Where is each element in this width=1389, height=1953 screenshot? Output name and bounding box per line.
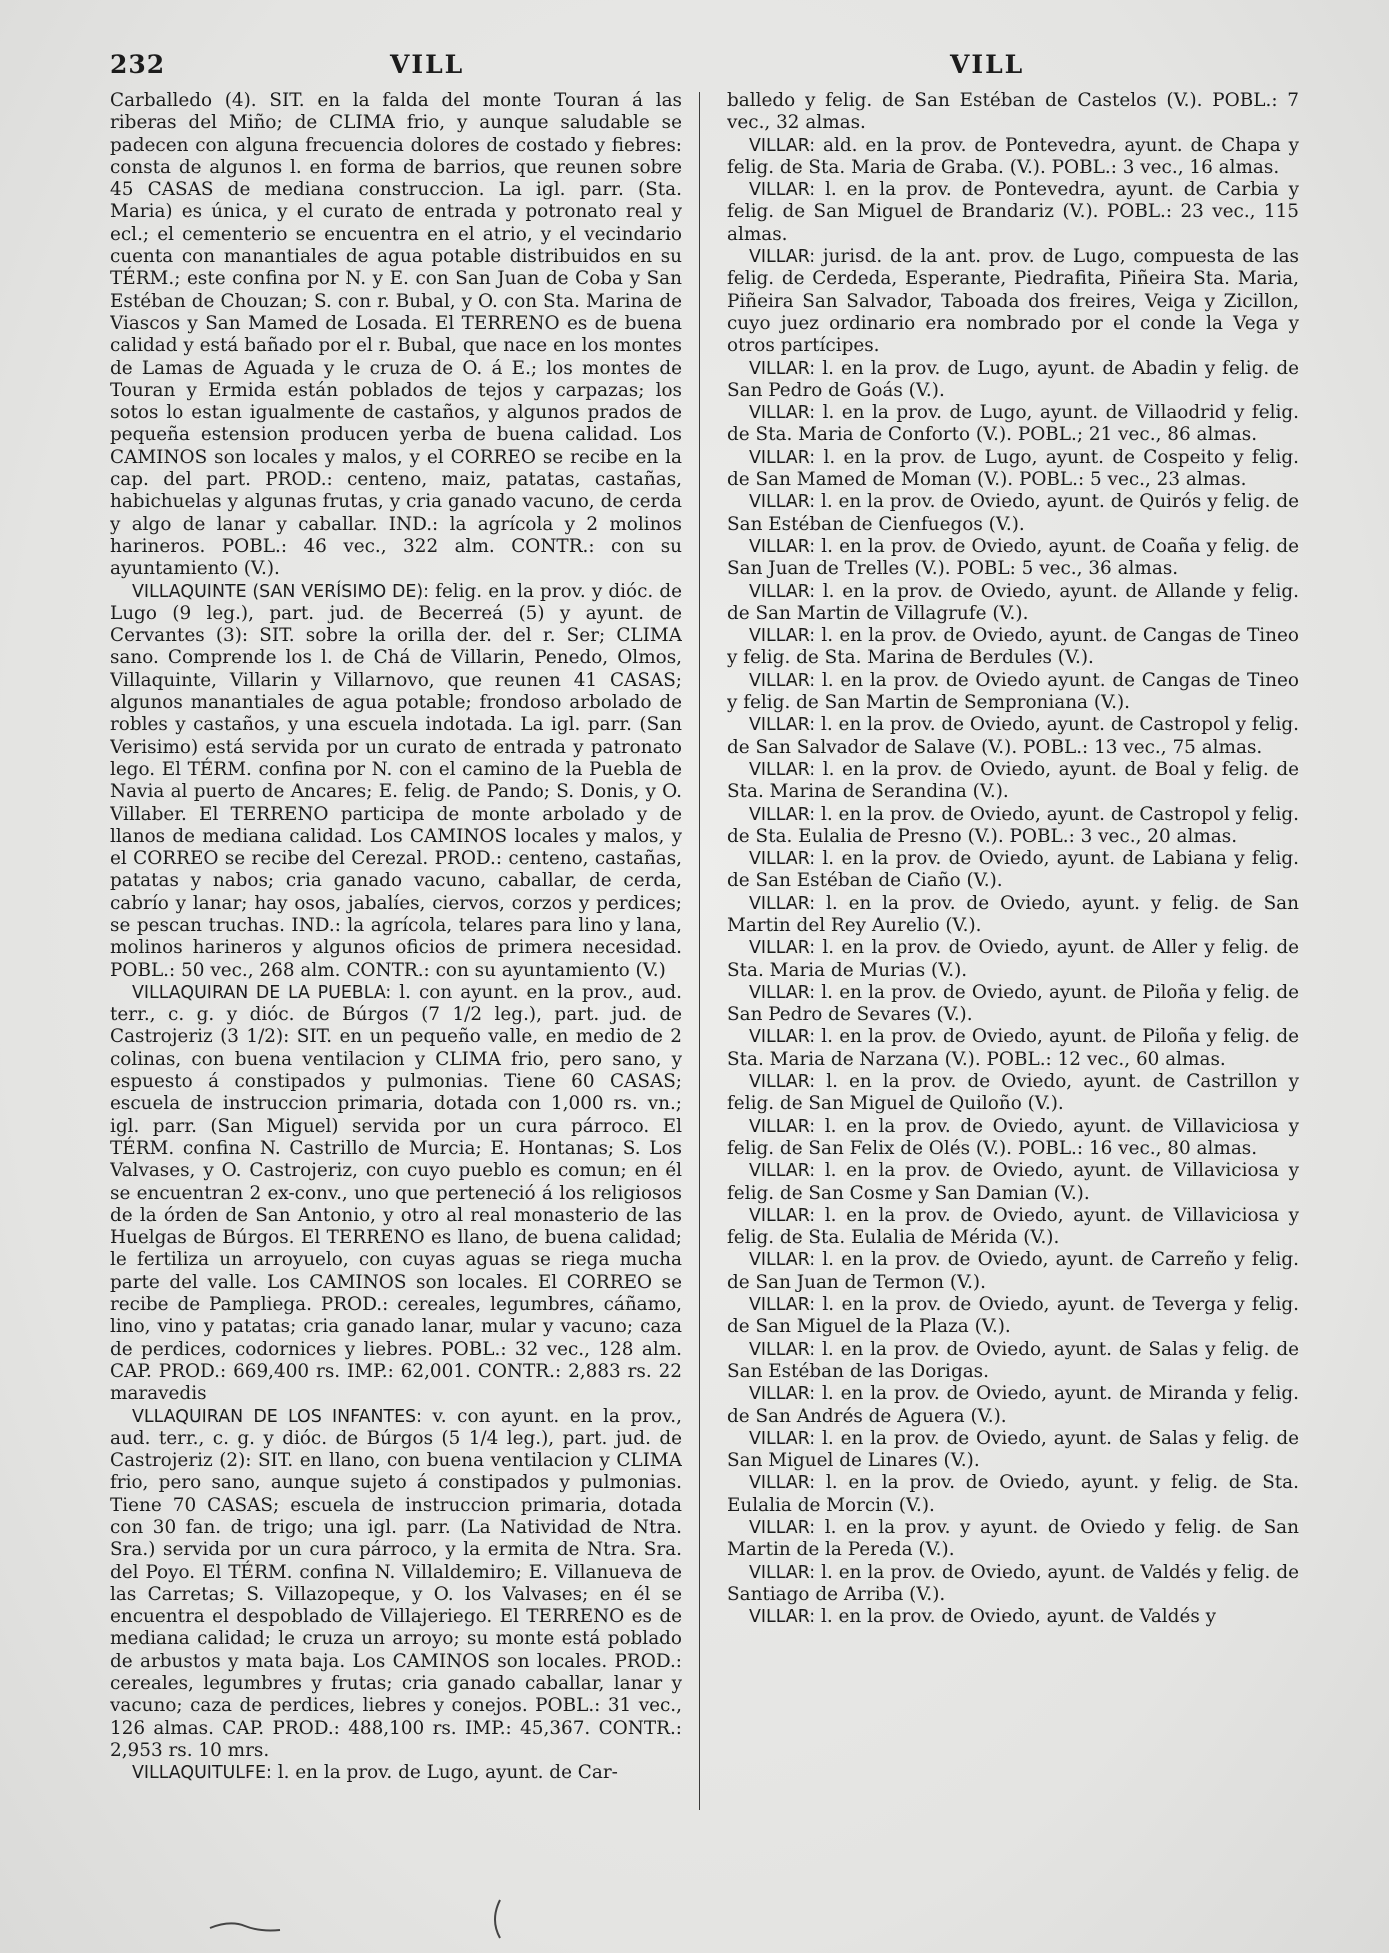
entry-headword: VILLAQUINTE (SAN VERÍSIMO DE): [132, 581, 429, 602]
dictionary-entry [727, 937, 1299, 982]
entry-headword: VILLAR: [749, 247, 816, 268]
column-divider [699, 92, 700, 1810]
dictionary-entry [110, 90, 682, 581]
dictionary-entry [727, 358, 1299, 403]
dictionary-entry [727, 1294, 1299, 1339]
dictionary-entry [727, 90, 1299, 135]
entry-headword: VILLAR: [749, 893, 816, 914]
entry-text: l. en la prov. de Oviedo, ayunt. de Valdés y felig. de Santiago de Arriba (V.). [727, 1561, 1299, 1605]
entry-text: felig. en la prov. y dióc. de Lugo (9 leg.), part. jud. de Becerreá (5) y ayunt. de Cervantes (3): SIT. sobre la orilla der. del r. Ser; CLIMA sano. Comprende los l. de Chá de Villarin, Penedo, Olmos, Villaquinte, Villarin y Villarnovo, que reunen 41 CASAS; algunos manantiales de agua potable; frondoso arbolado de robles y castaños, y una escuela indotada. La igl. parr. (San Verisimo) está servida por un curato de entrada y patronato lego. El TÉRM. confina por N. con el camino de la Puebla de Navia al puerto de Ancares; E. felig. de Pando; S. Donis, y O. Villaber. El TERRENO participa de monte arbolado y de llanos de mediana calidad. Los CAMINOS locales y malos, y el CORREO se recibe del Cerezal. PROD.: centeno, castañas, patatas y nabos; cria ganado vacuno, caballar, de cerda, cabrío y lanar; hay osos, jabalíes, ciervos, corzos y perdices; se pescan truchas. IND.: la agrícola, telares para lino y lana, molinos harineros y algunos oficios de primera necesidad. POBL.: 50 vec., 268 alm. CONTR.: con su ayuntamiento (V.) [110, 580, 682, 981]
dictionary-entry [727, 670, 1299, 715]
entry-headword: VILLAR: [749, 759, 816, 780]
entry-text: l. en la prov. de Lugo, ayunt. de Abadin y felig. de San Pedro de Goás (V.). [727, 357, 1299, 401]
entry-headword: VILLAQUITULFE: [132, 1763, 272, 1784]
entry-text: l. en la prov. de Oviedo, ayunt. de Villaviciosa y felig. de San Cosme y San Damian (V.). [727, 1160, 1299, 1204]
left-column [110, 90, 682, 1815]
entry-text: l. en la prov. de Oviedo, ayunt. y felig. de San Martin del Rey Aurelio (V.). [727, 892, 1299, 936]
entry-text: l. en la prov. de Oviedo, ayunt. de Piloña y felig. de Sta. Maria de Narzana (V.). POBL.: 12 vec., 60 almas. [727, 1026, 1299, 1070]
entry-text: l. en la prov. de Oviedo, ayunt. de Allande y felig. de San Martin de Villagrufe (V.). [727, 580, 1299, 624]
running-head-right: VILL [950, 50, 1025, 79]
entry-text: l. en la prov. de Oviedo, ayunt. de Miranda y felig. de San Andrés de Aguera (V.). [727, 1383, 1299, 1427]
dictionary-entry [727, 447, 1299, 492]
dictionary-entry [727, 1026, 1299, 1071]
dictionary-entry [727, 714, 1299, 759]
entry-text: l. en la prov. de Oviedo, ayunt. de Castropol y felig. de Sta. Eulalia de Presno (V.). POBL.: 3 vec., 20 almas. [727, 803, 1299, 847]
entry-text: l. en la prov. de Oviedo, ayunt. de Coaña y felig. de San Juan de Trelles (V.). POBL: 5 vec., 36 almas. [727, 535, 1299, 580]
entry-text: l. en la prov. de Oviedo, ayunt. de Castropol y felig. de San Salvador de Salave (V.). POBL.: 13 vec., 75 almas. [727, 714, 1299, 758]
entry-headword: VILLAR: [749, 1562, 816, 1583]
entry-headword: VILLAR: [749, 581, 816, 602]
page-number: 232 [110, 50, 166, 79]
entry-headword: VILLAR: [749, 1518, 816, 1538]
entry-headword: VILLAR: [749, 715, 816, 736]
entry-text: l. en la prov. de Oviedo ayunt. de Cangas de Tineo y felig. de San Martin de Semproniana (V.). [727, 669, 1299, 714]
entry-text: l. en la prov. de Oviedo, ayunt. de Cangas de Tineo y felig. de Sta. Marina de Berdules (V.). [727, 625, 1299, 669]
dictionary-entry [727, 246, 1299, 357]
dictionary-entry [110, 982, 682, 1406]
dictionary-entry [727, 581, 1299, 626]
entry-text: l. en la prov. de Oviedo, ayunt. de Villaviciosa y felig. de San Felix de Olés (V.). POBL.: 16 vec., 80 almas. [727, 1115, 1299, 1159]
entry-headword: VILLAR: [749, 447, 816, 468]
entry-text: balledo y felig. de San Estéban de Castelos (V.). POBL.: 7 vec., 32 almas. [727, 90, 1299, 134]
dictionary-entry [727, 1160, 1299, 1205]
entry-headword: VILLAR: [749, 804, 816, 825]
entry-headword: VILLAR: [749, 1295, 816, 1316]
entry-text: jurisd. de la ant. prov. de Lugo, compuesta de las felig. de Cerdeda, Esperante, Piedrafita, Piñeira Sta. Maria, Piñeira San Salvador, Taboada dos freires, Veiga y Zicillon, cuyo juez ordinario era nombrado por el conde la Vega y otros partícipes. [727, 246, 1299, 357]
dictionary-entry [727, 179, 1299, 246]
entry-text: l. en la prov. de Oviedo, ayunt. de Piloña y felig. de San Pedro de Sevares (V.). [727, 981, 1299, 1026]
dictionary-entry [110, 1762, 682, 1784]
entry-headword: VILLAR: [749, 1116, 816, 1137]
entry-headword: VILLAR: [749, 358, 816, 379]
entry-text: ald. en la prov. de Pontevedra, ayunt. de Chapa y felig. de Sta. Maria de Graba. (V.). POBL.: 3 vec., 16 almas. [727, 134, 1299, 178]
entry-headword: VILLAR: [749, 135, 816, 156]
entry-text: l. en la prov. de Oviedo, ayunt. de Carreño y felig. de San Juan de Termon (V.). [727, 1249, 1299, 1293]
entry-headword: VILLAR: [749, 1072, 816, 1093]
entry-headword: VILLAR: [749, 1250, 816, 1271]
dictionary-entry [110, 1406, 682, 1763]
dictionary-entry [727, 1517, 1299, 1562]
entry-headword: VILLAR: [749, 536, 816, 557]
dictionary-entry [727, 402, 1299, 447]
dictionary-entry [727, 536, 1299, 581]
entry-text: l. en la prov. de Oviedo, ayunt. de Castrillon y felig. de San Miguel de Quiloño (V.). [727, 1071, 1299, 1115]
entry-headword: VILLAR: [749, 1607, 816, 1628]
entry-headword: VILLAR: [749, 1161, 816, 1182]
dictionary-entry [727, 893, 1299, 938]
margin-pen-marks [200, 1880, 600, 1940]
entry-text: l. en la prov. de Oviedo, ayunt. de Salas y felig. de San Miguel de Linares (V.). [727, 1427, 1299, 1472]
dictionary-entry [727, 1116, 1299, 1161]
entry-headword: VILLAQUIRAN DE LA PUEBLA: [132, 982, 392, 1003]
dictionary-entry [727, 848, 1299, 893]
entry-text: Carballedo (4). SIT. en la falda del monte Touran á las riberas del Miño; de CLIMA frio, y aunque saludable se padecen con alguna frecuencia dolores de costado y fiebres: consta de algunos l. en forma de barrios, que reunen sobre 45 CASAS de mediana construccion. La igl. parr. (Sta. Maria) es única, y el curato de entrada y potronato real y ecl.; el cementerio se encuentra en el atrio, y el vecindario cuenta con manantiales de agua potable distribuidos en su TÉRM.; este confina por N. y E. con San Juan de Coba y San Estéban de Chouzan; S. con r. Bubal, y O. con Sta. Marina de Viascos y San Mamed de Losada. El TERRENO es de buena calidad y está bañado por el r. Bubal, que nace en los montes de Lamas de Aguada y le cruza de O. á E.; los montes de Touran y Ermida están poblados de tejos y carpazas; los sotos lo estan igualmente de castaños, y algunos prados de pequeña estension producen yerba de buena calidad. Los CAMINOS son locales y malos, y el CORREO se recibe en la cap. del part. PROD.: centeno, maiz, patatas, castañas, habichuelas y algunas frutas, y cria ganado vacuno, de cerda y algo de lanar y caballar. IND.: la agrícola y 2 molinos harineros. POBL.: 46 vec., 322 alm. CONTR.: con su ayuntamiento (V.). [110, 90, 682, 580]
entry-text: l. en la prov. de Oviedo, ayunt. de Labiana y felig. de San Estéban de Ciaño (V.). [727, 848, 1299, 892]
dictionary-entry [727, 1071, 1299, 1116]
entry-headword: VILLAR: [749, 1339, 816, 1360]
entry-headword: VILLAR: [749, 180, 816, 201]
entry-text: l. en la prov. de Oviedo, ayunt. y felig. de Sta. Eulalia de Morcin (V.). [727, 1472, 1299, 1516]
entry-text: l. con ayunt. en la prov., aud. terr., c. g. y dióc. de Búrgos (7 1/2 leg.), part. jud. de Castrojeriz (3 1/2): SIT. en un pequeño valle, en medio de 2 colinas, con buena ventilacion y CLIMA frio, pero sano, y espuesto á constipados y pulmonias. Tiene 60 CASAS; escuela de instruccion primaria, dotada con 1,000 rs. vn.; igl. parr. (San Miguel) servida por un cura párroco. El TÉRM. confina N. Castrillo de Murcia; E. Hontanas; S. Los Valvases, y O. Castrojeriz, con cuyo pueblo es comun; en él se encuentran 2 ex-conv., uno que perteneció á los religiosos de la órden de San Antonio, y otro al real monasterio de las Huelgas de Búrgos. El TERRENO es llano, de buena calidad; le fertiliza un arroyuelo, con cuyas aguas se riega mucha parte del valle. Los CAMINOS son locales. El CORREO se recibe de Pampliega. PROD.: cereales, legumbres, cáñamo, lino, vino y patatas; cria ganado lanar, mular y vacuno; caza de perdices, codornices y liebres. POBL.: 32 vec., 128 alm. CAP. PROD.: 669,400 rs. IMP.: 62,001. CONTR.: 2,883 rs. 22 maravedis [110, 981, 682, 1405]
right-column [727, 90, 1299, 1815]
dictionary-entry [727, 804, 1299, 849]
dictionary-entry [727, 1249, 1299, 1294]
entry-headword: VILLAR: [749, 1205, 816, 1226]
dictionary-entry [727, 625, 1299, 670]
entry-headword: VILLAR: [749, 1027, 816, 1048]
entry-text: l. en la prov. de Oviedo, ayunt. de Teverga y felig. de San Miguel de la Plaza (V.). [727, 1294, 1299, 1338]
entry-text: l. en la prov. de Oviedo, ayunt. de Valdés y [820, 1606, 1217, 1628]
entry-text: l. en la prov. de Lugo, ayunt. de Villaodrid y felig. de Sta. Maria de Conforto (V.). POBL.; 21 vec., 86 almas. [727, 402, 1299, 446]
entry-headword: VILLAR: [749, 1428, 816, 1449]
dictionary-entry [727, 1472, 1299, 1517]
dictionary-entry [727, 982, 1299, 1027]
entry-text: l. en la prov. de Lugo, ayunt. de Cospeito y felig. de San Mamed de Moman (V.). POBL.: 5 vec., 23 almas. [727, 446, 1299, 491]
entry-headword: VILLAR: [749, 626, 816, 647]
dictionary-entry [727, 1339, 1299, 1384]
entry-text: l. en la prov. de Pontevedra, ayunt. de Carbia y felig. de San Miguel de Brandariz (V.). POBL.: 23 vec., 115 almas. [727, 179, 1299, 245]
entry-text: l. en la prov. de Oviedo, ayunt. de Boal y felig. de Sta. Marina de Serandina (V.). [727, 758, 1299, 803]
dictionary-entry [727, 1428, 1299, 1473]
entry-text: l. en la prov. y ayunt. de Oviedo y felig. de San Martin de la Pereda (V.). [727, 1517, 1299, 1561]
entry-headword: VILLAR: [749, 982, 816, 1003]
entry-headword: VILLAR: [749, 670, 816, 691]
entry-headword: VLLAQUIRAN DE LOS INFANTES: [132, 1406, 422, 1427]
entry-text: l. en la prov. de Oviedo, ayunt. de Aller y felig. de Sta. Maria de Murias (V.). [727, 937, 1299, 981]
dictionary-entry [727, 1383, 1299, 1428]
dictionary-entry [727, 1562, 1299, 1607]
entry-text: l. en la prov. de Oviedo, ayunt. de Quirós y felig. de San Estéban de Cienfuegos (V.). [727, 491, 1299, 535]
entry-headword: VILLAR: [749, 1473, 816, 1494]
entry-headword: VILLAR: [749, 492, 816, 513]
page-header [110, 50, 1309, 90]
entry-text: l. en la prov. de Oviedo, ayunt. de Salas y felig. de San Estéban de las Dorigas. [727, 1338, 1299, 1382]
dictionary-entry [727, 1205, 1299, 1250]
entry-headword: VILLAR: [749, 1384, 816, 1405]
dictionary-entry [727, 135, 1299, 180]
entry-headword: VILLAR: [749, 938, 816, 959]
entry-text: l. en la prov. de Lugo, ayunt. de Car- [277, 1762, 618, 1784]
entry-headword: VILLAR: [749, 403, 816, 424]
dictionary-entry [110, 581, 682, 982]
running-head-left: VILL [390, 50, 465, 79]
dictionary-entry [727, 1606, 1299, 1628]
dictionary-entry [727, 759, 1299, 804]
entry-text: v. con ayunt. en la prov., aud. terr., c. g. y dióc. de Búrgos (5 1/4 leg.), part. jud. de Castrojeriz (2): SIT. en llano, con buena ventilacion y CLIMA frio, pero sano, aunque sujeto á constipados y pulmonias. Tiene 70 CASAS; escuela de instruccion primaria, dotada con 30 fan. de trigo; una igl. parr. (La Natividad de Ntra. Sra.) servida por un cura párroco, y la ermita de Ntra. Sra. del Poyo. El TÉRM. confina N. Villaldemiro; E. Villanueva de las Carretas; S. Villazopeque, y O. los Valvases; en él se encuentra el despoblado de Villajeriego. El TERRENO es de mediana calidad; le cruza un arroyo; su monte está poblado de arbustos y mata baja. Los CAMINOS son locales. PROD.: cereales, legumbres y frutas; cria ganado caballar, lanar y vacuno; caza de perdices, liebres y conejos. POBL.: 31 vec., 126 almas. CAP. PROD.: 488,100 rs. IMP.: 45,367. CONTR.: 2,953 rs. 10 mrs. [110, 1405, 682, 1761]
entry-headword: VILLAR: [749, 849, 816, 870]
dictionary-entry [727, 491, 1299, 536]
entry-text: l. en la prov. de Oviedo, ayunt. de Villaviciosa y felig. de Sta. Eulalia de Mérida (V.). [727, 1204, 1299, 1249]
